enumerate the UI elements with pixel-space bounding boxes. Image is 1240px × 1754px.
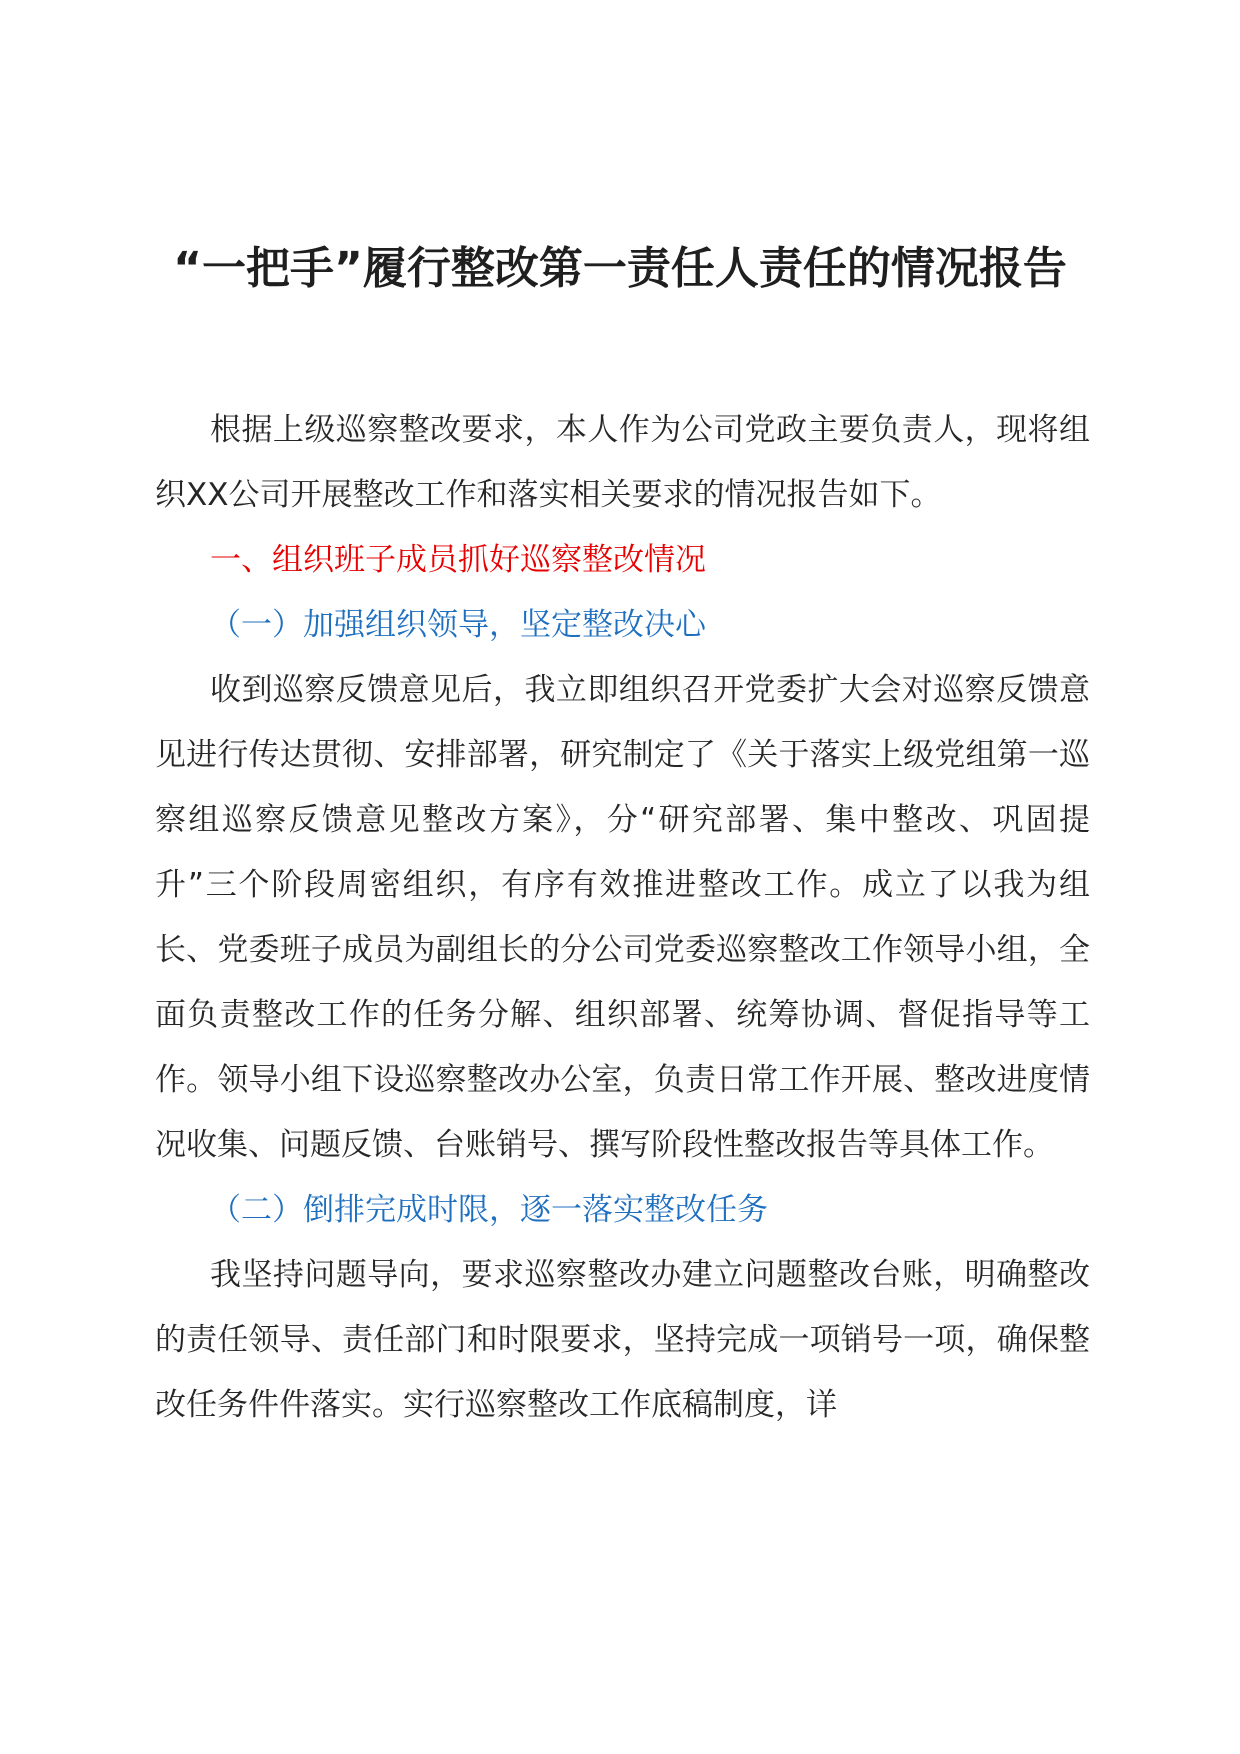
subsection-heading-1: （一）加强组织领导，坚定整改决心: [210, 607, 706, 643]
document-body: [155, 398, 1090, 1438]
subsection-1-paragraph: 收到巡察反馈意见后，我立即组织召开党委扩大会对巡察反馈意见进行传达贯彻、安排部署，研究制定了《关于落实上级党组第一巡察组巡察反馈意见整改方案》，分“研究部署、集中整改、巩固提升”三个阶段周密组织，有序有效推进整改工作。成立了以我为组长、党委班子成员为副组长的分公司党委巡察整改工作领导小组，全面负责整改工作的任务分解、组织部署、统筹协调、督促指导等工作。领导小组下设巡察整改办公室，负责日常工作开展、整改进度情况收集、问题反馈、台账销号、撰写阶段性整改报告等具体工作。: [155, 672, 1090, 1163]
subsection-2-paragraph: 我坚持问题导向，要求巡察整改办建立问题整改台账，明确整改的责任领导、责任部门和时限要求，坚持完成一项销号一项，确保整改任务件件落实。实行巡察整改工作底稿制度，详: [155, 1257, 1090, 1423]
section-heading-1: 一、组织班子成员抓好巡察整改情况: [210, 542, 706, 578]
document-title: “一把手”履行整改第一责任人责任的情况报告: [173, 243, 1067, 294]
intro-paragraph: 根据上级巡察整改要求，本人作为公司党政主要负责人，现将组织XX公司开展整改工作和落实相关要求的情况报告如下。: [155, 412, 1090, 513]
subsection-heading-2: （二）倒排完成时限，逐一落实整改任务: [210, 1192, 768, 1228]
